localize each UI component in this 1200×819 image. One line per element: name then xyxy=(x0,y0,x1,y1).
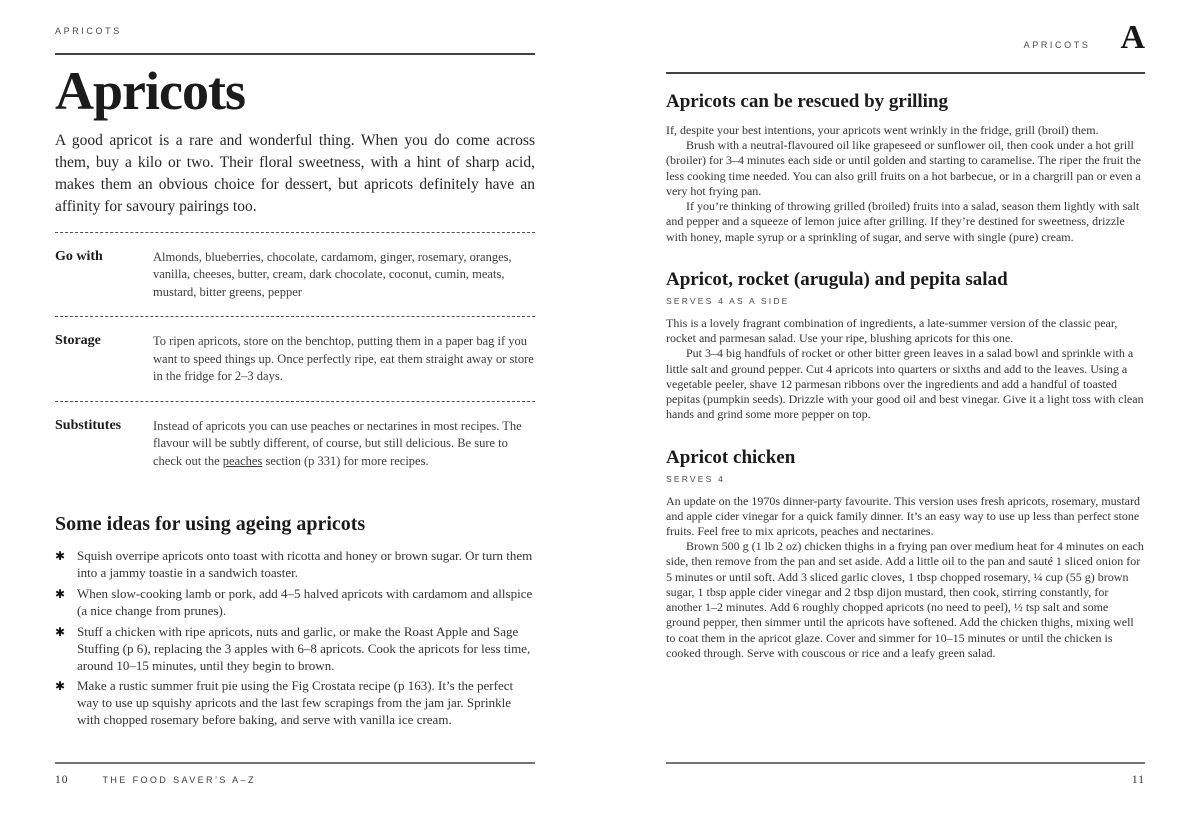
recipe-paragraph: Put 3–4 big handfuls of rocket or other bitter green leaves in a salad bowl and sprinkle with a little salt and ground pepper. Cut 4 apricots into quarters or sixths and add to the leaves. Using a vegetable peeler, shave 12 parmesan ribbons over the ingredients and add a handful of toasted pepitas (pumpkin seeds). Drizzle with your good oil and best vinegar. Give it a light toss with clean hands and grind some more pepper on top. xyxy=(666,346,1144,422)
recipe-paragraph: If you’re thinking of throwing grilled (broiled) fruits into a salad, season them lightly with salt and pepper and a squeeze of lemon juice after grilling. If they’re destined for sweetness, drizzle with honey, maple syrup or a sprinkling of sugar, and serve with single (pure) cream. xyxy=(666,199,1140,244)
alphabet-letter-tab: A xyxy=(1120,19,1145,56)
ideas-heading: Some ideas for using ageing apricots xyxy=(55,513,366,536)
substitutes-text-after: section (p 331) for more recipes. xyxy=(262,453,429,468)
info-text xyxy=(153,418,535,471)
section-heading: Apricots can be rescued by grilling xyxy=(666,91,949,112)
list-item xyxy=(55,624,535,675)
page-title: Apricots xyxy=(55,61,245,121)
idea-text: Stuff a chicken with ripe apricots, nuts and garlic, or make the Roast Apple and Sage Stuffing (p 6), replacing the 3 apples with 6–8 apricots. Cook the apricots for less time, around 10–15 minutes, until they begin to brown. xyxy=(77,623,531,673)
info-label: Go with xyxy=(55,248,103,264)
section-body xyxy=(666,494,1145,662)
header-rule-right xyxy=(666,72,1145,74)
info-label: Substitutes xyxy=(55,417,122,433)
asterisk-bullet-icon: ✱ xyxy=(55,549,66,564)
book-title: THE FOOD SAVER’S A–Z xyxy=(102,775,256,785)
list-item xyxy=(55,548,535,582)
section-heading: Apricot, rocket (arugula) and pepita salad xyxy=(666,268,1008,290)
list-item xyxy=(55,586,535,620)
section-grilling xyxy=(666,91,1145,245)
idea-text: Make a rustic summer fruit pie using the Fig Crostata recipe (p 163). It’s the perfect way to use up squishy apricots and the last few scrapings from the jam jar. Sprinkle with chopped rosemary before baking, and serve with vanilla ice cream. xyxy=(77,678,514,728)
recipe-paragraph: If, despite your best intentions, your apricots went wrinkly in the fridge, grill (broil) them. xyxy=(666,123,1099,137)
recipe-paragraph: Brush with a neutral-flavoured oil like grapeseed or sunflower oil, then cook under a hot grill (broiler) for 3–4 minutes each side or until golden and starting to caramelise. The riper the fruit the less cooking time needed. You can also grill fruits on a hot barbecue, or in a chargrill pan or even a very hot frying pan. xyxy=(666,138,1141,198)
asterisk-bullet-icon: ✱ xyxy=(55,586,66,601)
list-item xyxy=(55,678,535,729)
idea-text: When slow-cooking lamb or pork, add 4–5 halved apricots with cardamom and allspice (a nice change from prunes). xyxy=(77,585,533,618)
asterisk-bullet-icon: ✱ xyxy=(55,624,66,639)
page-number: 10 xyxy=(55,774,69,786)
section-heading: Apricot chicken xyxy=(666,446,796,468)
running-head-left: APRICOTS xyxy=(55,26,122,36)
info-row-storage xyxy=(55,316,535,401)
section-body xyxy=(666,123,1145,245)
info-label: Storage xyxy=(55,333,101,349)
section-apricot-chicken xyxy=(666,447,1145,662)
header-rule-left xyxy=(55,53,535,55)
recipe-paragraph: Brown 500 g (1 lb 2 oz) chicken thighs in a frying pan over medium heat for 4 minutes on each side, then remove from the pan and set aside. Add a little oil to the pan and sauté 1 sliced onion for 5 minutes or until soft. Add 3 sliced garlic cloves, 1 tbsp chopped rosemary, ¼ cup (55 g) brown sugar, 1 tbsp apple cider vinegar and 2 tbsp dijon mustard, then cook, stirring constantly, for another 1–2 minutes. Add 6 roughly chopped apricots (no need to peel), ½ tsp salt and some ground pepper, then simmer until the apricots have softened. Add the chicken thighs, mixing well to coat them in the apricot glaze. Cover and simmer for 10–15 minutes or until the chicken is cooked through. Serve with couscous or rice and a leafy green salad. xyxy=(666,539,1144,660)
peaches-link[interactable]: peaches xyxy=(222,453,263,468)
recipe-paragraph: An update on the 1970s dinner-party favourite. This version uses fresh apricots, rosemary, mustard and apple cider vinegar for a quick family dinner. It’s an easy way to use up less than perfect stone fruits. Feel free to mix apricots, peaches and nectarines. xyxy=(666,493,1140,538)
substitutes-text-before: Instead of apricots you can use peaches or nectarines in most recipes. The flavour will be subtly different, of course, but still delicious. Be sure to check out the xyxy=(153,418,522,468)
serves-line: SERVES 4 xyxy=(666,473,726,484)
info-row-substitutes xyxy=(55,401,535,486)
section-pepita-salad xyxy=(666,269,1145,423)
right-page-header xyxy=(666,21,1145,55)
idea-text: Squish overripe apricots onto toast with ricotta and honey or brown sugar. Or turn them into a jammy toastie in a sandwich toaster. xyxy=(77,548,533,581)
info-table xyxy=(55,232,535,486)
ideas-list xyxy=(55,548,535,729)
recipe-paragraph: This is a lovely fragrant combination of ingredients, a late-summer version of the classic pear, rocket and parmesan salad. Use your ripe, blushing apricots for this one. xyxy=(666,315,1118,346)
intro-paragraph: A good apricot is a rare and wonderful thing. When you do come across them, buy a kilo or two. Their floral sweetness, with a hint of sharp acid, makes them an obvious choice for dessert, but apricots definitely have an affinity for savoury pairings too. xyxy=(55,131,535,215)
serves-line: SERVES 4 AS A SIDE xyxy=(666,295,790,306)
asterisk-bullet-icon: ✱ xyxy=(55,679,66,694)
info-text: To ripen apricots, store on the benchtop, putting them in a paper bag if you want to speed things up. Once perfectly ripe, eat them straight away or store in the fridge for 2–3 days. xyxy=(153,334,534,384)
info-text: Almonds, blueberries, chocolate, cardamom, ginger, rosemary, oranges, vanilla, cheeses, butter, cream, dark chocolate, coconut, cumin, meats, mustard, bitter greens, pepper xyxy=(153,249,512,299)
page-number: 11 xyxy=(1131,774,1145,786)
footer-right xyxy=(666,762,1145,786)
info-row-go-with xyxy=(55,232,535,317)
right-page xyxy=(600,0,1200,819)
running-head-right: APRICOTS xyxy=(1023,40,1091,50)
section-body xyxy=(666,316,1145,423)
footer-left xyxy=(55,762,535,786)
